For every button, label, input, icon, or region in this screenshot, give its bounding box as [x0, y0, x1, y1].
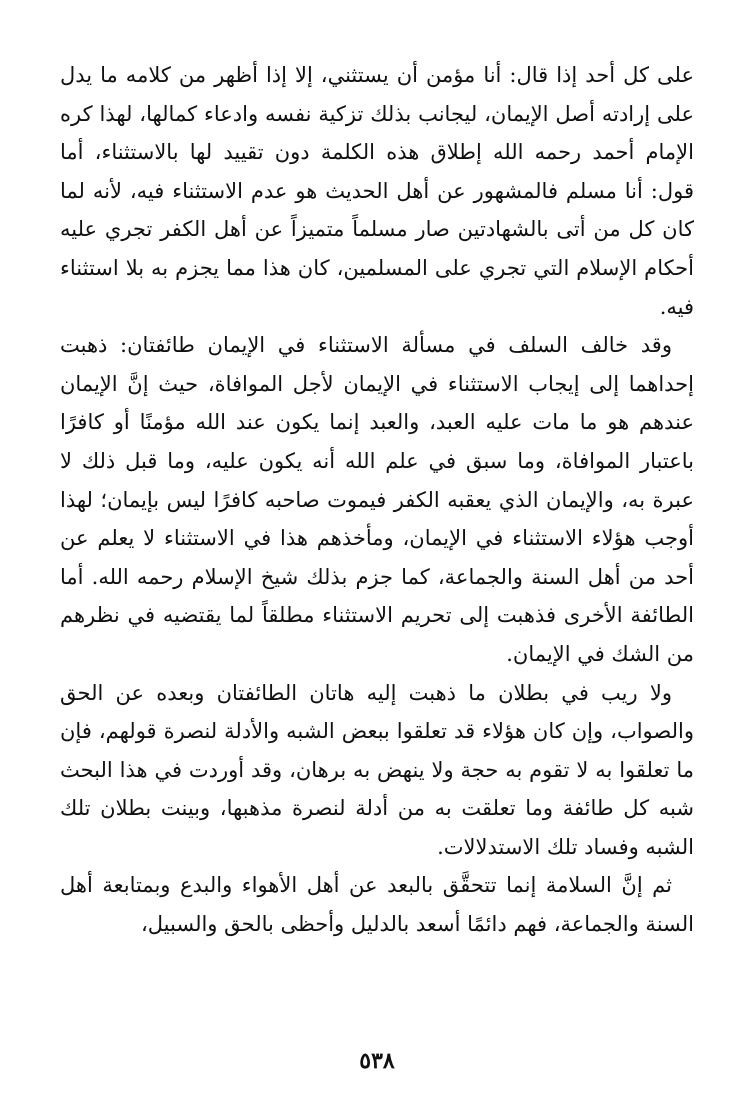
page-number: ٥٣٨: [359, 1048, 395, 1074]
body-text: [60, 56, 694, 944]
paragraph-3: ولا ريب في بطلان ما ذهبت إليه هاتان الطائفتان وبعده عن الحق والصواب، وإن كان هؤلاء قد تعلقوا ببعض الشبه والأدلة لنصرة قولهم، فإن ما تعلقوا به لا تقوم به حجة ولا ينهض به برهان، وقد أوردت في هذا البحث شبه كل طائفة وما تعلقت به من أدلة لنصرة مذهبها، وبينت بطلان تلك الشبه وفساد تلك الاستدلالات.: [60, 680, 694, 859]
paragraph-2: وقد خالف السلف في مسألة الاستثناء في الإيمان طائفتان: ذهبت إحداهما إلى إيجاب الاستثناء في الإيمان لأجل الموافاة، حيث إنَّ الإيمان عندهم هو ما مات عليه العبد، والعبد إنما يكون عند الله مؤمنًا أو كافرًا باعتبار الموافاة، وما سبق في علم الله أنه يكون عليه، وما قبل ذلك لا عبرة به، والإيمان الذي يعقبه الكفر فيموت صاحبه كافرًا ليس بإيمان؛ لهذا أوجب هؤلاء الاستثناء في الإيمان، ومأخذهم هذا في الاستثناء لا يعلم عن أحد من أهل السنة والجماعة، كما جزم بذلك شيخ الإسلام رحمه الله. أما الطائفة الأخرى فذهبت إلى تحريم الاستثناء مطلقاً لما يقتضيه في نظرهم من الشك في الإيمان.: [60, 333, 694, 666]
paragraph-1: على كل أحد إذا قال: أنا مؤمن أن يستثني، إلا إذا أظهر من كلامه ما يدل على إرادته أصل الإيمان، ليجانب بذلك تزكية نفسه وادعاء كمالها، لهذا كره الإمام أحمد رحمه الله إطلاق هذه الكلمة دون تقييد لها بالاستثناء، أما قول: أنا مسلم فالمشهور عن أهل الحديث هو عدم الاستثناء فيه، لأنه لما كان كل من أتى بالشهادتين صار مسلماً متميزاً عن أهل الكفر تجري عليه أحكام الإسلام التي تجري على المسلمين، كان هذا مما يجزم به بلا استثناء فيه.: [60, 63, 694, 319]
paragraph-4: ثم إنَّ السلامة إنما تتحقَّق بالبعد عن أهل الأهواء والبدع وبمتابعة أهل السنة والجماعة، فهم دائمًا أسعد بالدليل وأحظى بالحق والسبيل،: [60, 873, 694, 937]
